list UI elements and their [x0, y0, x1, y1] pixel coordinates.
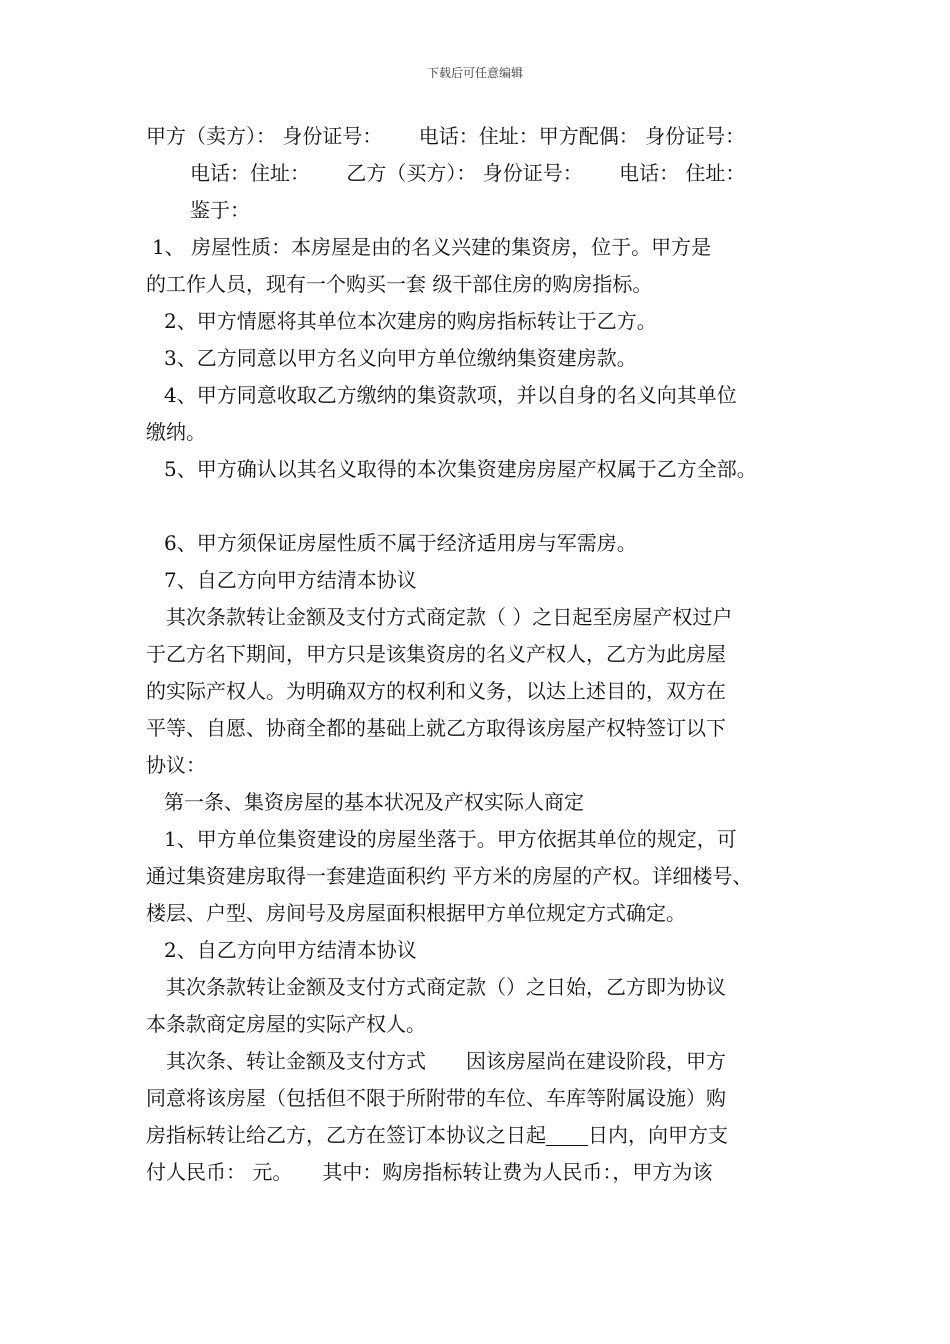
- clause-4-line-2: 缴纳。: [146, 420, 206, 444]
- clause-4-line-1: 4、甲方同意收取乙方缴纳的集资款项，并以自身的名义向其单位: [164, 383, 737, 407]
- article-1-item-1-line-2: 通过集资建房取得一套建造面积约 平方米的房屋的产权。详细楼号、: [146, 864, 753, 888]
- party-a-info-line: 甲方（卖方）： 身份证号： 电话：住址：甲方配偶： 身份证号：: [146, 124, 746, 148]
- article-2-line-3-start: 房指标转让给乙方，乙方在签订本协议之日起: [146, 1123, 546, 1147]
- article-1-item-2-line-2: 其次条款转让金额及支付方式商定款（）之日始，乙方即为协议: [166, 975, 726, 999]
- clause-5: 5、甲方确认以其名义取得的本次集资建房房屋产权属于乙方全部。: [164, 457, 757, 481]
- article-1-item-1-line-3: 楼层、户型、房间号及房屋面积根据甲方单位规定方式确定。: [146, 901, 686, 925]
- article-2-line-1: 其次条、转让金额及支付方式 因该房屋尚在建设阶段，甲方: [166, 1049, 726, 1073]
- payment-paragraph-line-4: 平等、自愿、协商全都的基础上就乙方取得该房屋产权特签订以下: [146, 716, 726, 740]
- whereas-heading: 鉴于：: [190, 198, 250, 222]
- clause-1-line-2: 的工作人员，现有一个购买一套 级干部住房的购房指标。: [146, 272, 653, 296]
- payment-paragraph-line-1: 其次条款转让金额及支付方式商定款（ ）之日起至房屋产权过户: [166, 605, 733, 629]
- article-2-line-2: 同意将该房屋（包括但不限于所附带的车位、车库等附属设施）购: [146, 1086, 726, 1110]
- page-header-note: 下载后可任意编辑: [426, 66, 523, 80]
- clause-2: 2、甲方情愿将其单位本次建房的购房指标转让于乙方。: [164, 309, 657, 333]
- payment-paragraph-line-2: 于乙方名下期间，甲方只是该集资房的名义产权人，乙方为此房屋: [146, 642, 726, 666]
- clause-1-line-1: 1、 房屋性质：本房屋是由的名义兴建的集资房，位于。甲方是: [152, 235, 712, 259]
- payment-paragraph-line-5: 协议：: [146, 753, 206, 777]
- paragraph-gap: [146, 488, 826, 525]
- payment-paragraph-line-3: 的实际产权人。为明确双方的权利和义务，以达上述目的，双方在: [146, 679, 726, 703]
- party-b-info-line: 电话：住址： 乙方（买方）： 身份证号： 电话： 住址：: [190, 161, 746, 185]
- clause-3: 3、乙方同意以甲方名义向甲方单位缴纳集资建房款。: [164, 346, 637, 370]
- contract-body: [146, 118, 826, 1191]
- article-1-heading: 第一条、集资房屋的基本状况及产权实际人商定: [164, 790, 584, 814]
- article-2-line-4: 付人民币： 元。 其中：购房指标转让费为人民币：，甲方为该: [146, 1160, 713, 1184]
- article-1-item-2-line-3: 本条款商定房屋的实际产权人。: [146, 1012, 426, 1036]
- article-2-line-3-end: 日内，向甲方支: [588, 1123, 728, 1147]
- article-1-item-2: 2、自乙方向甲方结清本协议: [164, 938, 417, 962]
- article-2-line-3: [146, 1117, 826, 1154]
- article-1-item-1-line-1: 1、甲方单位集资建设的房屋坐落于。甲方依据其单位的规定，可: [164, 827, 737, 851]
- clause-6: 6、甲方须保证房屋性质不属于经济适用房与军需房。: [164, 531, 637, 555]
- clause-7: 7、自乙方向甲方结清本协议: [164, 568, 417, 592]
- days-blank: [546, 1123, 588, 1146]
